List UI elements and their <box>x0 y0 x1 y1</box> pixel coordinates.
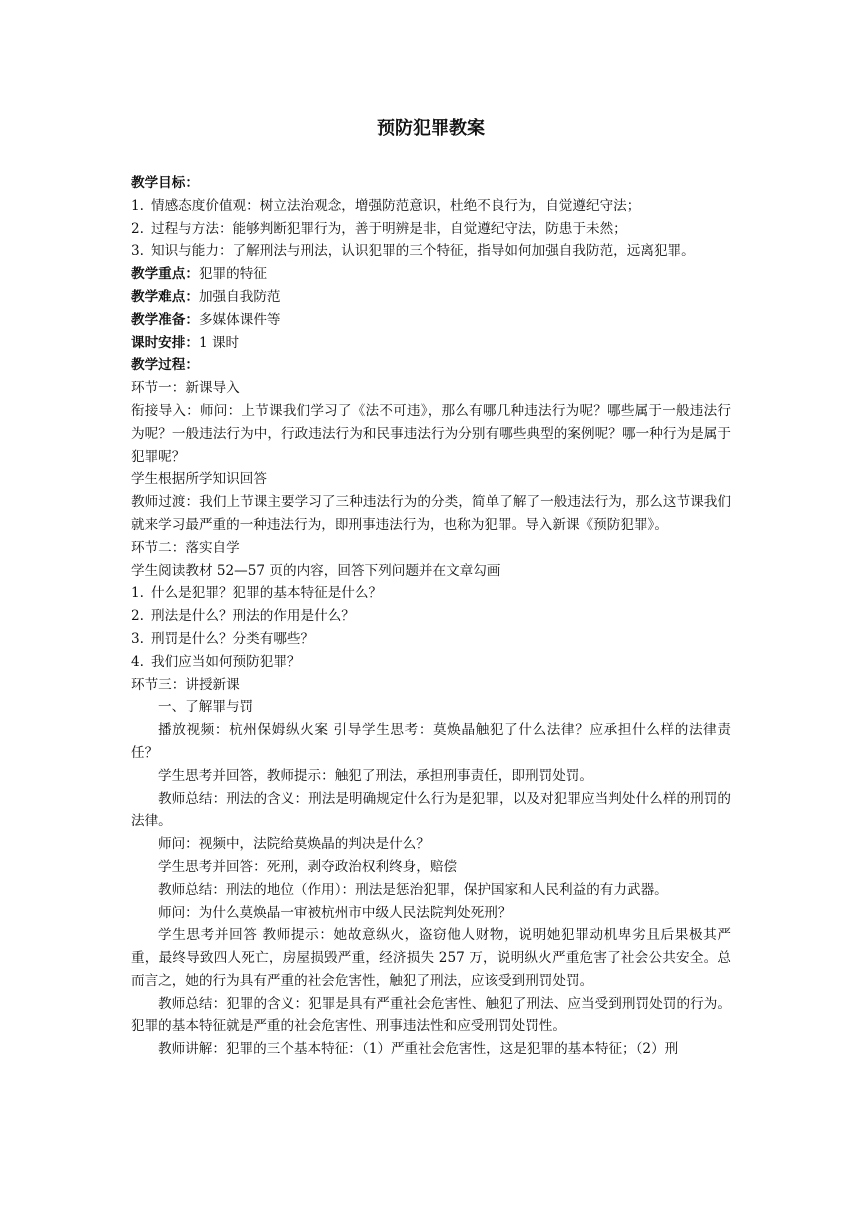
question-item <box>131 582 731 605</box>
paragraph: 教师总结：犯罪的含义：犯罪是具有严重社会危害性、触犯了刑法、应当受到刑罚处罚的行为。犯罪的基本特征就是严重的社会危害性、刑事违法性和应受刑罚处罚性。 <box>131 995 731 1035</box>
section3-heading: 环节三：讲授新课 <box>131 676 240 693</box>
objective-text: 知识与能力：了解刑法与刑法，认识犯罪的三个特征，指导如何加强自我防范，远离犯罪。 <box>151 243 695 260</box>
list-number: 4. <box>131 653 144 670</box>
list-number: 1. <box>131 585 144 602</box>
question-item <box>131 628 731 651</box>
objective-item <box>131 195 731 218</box>
meta-label: 教学难点： <box>131 288 199 305</box>
question-text: 刑罚是什么？分类有哪些？ <box>151 630 315 647</box>
meta-value: 加强自我防范 <box>198 288 281 305</box>
section2-heading: 环节二：落实自学 <box>131 539 240 556</box>
list-number: 3. <box>131 630 144 647</box>
objective-text: 情感态度价值观：树立法治观念，增强防范意识，杜绝不良行为，自觉遵纪守法； <box>151 197 641 214</box>
meta-value: 多媒体课件等 <box>198 311 281 328</box>
meta-schedule <box>131 332 731 355</box>
section1-heading: 环节一：新课导入 <box>131 380 240 397</box>
paragraph: 学生阅读教材 52—57 页的内容，回答下列问题并在文章勾画 <box>131 562 501 579</box>
paragraph: 师问：为什么莫焕晶一审被杭州市中级人民法院判处死刑？ <box>158 904 512 921</box>
paragraph: 教师讲解：犯罪的三个基本特征：（1）严重社会危害性，这是犯罪的基本特征；（2）刑 <box>158 1041 679 1058</box>
list-number: 2. <box>131 608 144 625</box>
meta-label: 教学重点： <box>131 266 199 283</box>
objective-item <box>131 218 731 241</box>
paragraph: 学生思考并回答：死刑，剥夺政治权利终身，赔偿 <box>158 858 458 875</box>
meta-key-point <box>131 263 731 286</box>
objective-item <box>131 240 731 263</box>
meta-label: 教学准备： <box>131 311 199 328</box>
paragraph: 衔接导入：师问：上节课我们学习了《法不可违》，那么有哪几种违法行为呢？哪些属于一般违法行为呢？一般违法行为中，行政违法行为和民事违法行为分别有哪些典型的案例呢？哪一种行为是属于犯罪呢？ <box>131 402 731 465</box>
paragraph: 教师过渡：我们上节课主要学习了三种违法行为的分类，简单了解了一般违法行为，那么这节课我们就来学习最严重的一种违法行为，即刑事违法行为，也称为犯罪。导入新课《预防犯罪》。 <box>131 494 731 533</box>
meta-label: 课时安排： <box>131 334 199 351</box>
question-text: 什么是犯罪？犯罪的基本特征是什么？ <box>151 585 383 602</box>
meta-value: 犯罪的特征 <box>198 266 267 283</box>
paragraph: 学生思考并回答 教师提示：她故意纵火，盗窃他人财物，说明她犯罪动机卑劣且后果极其严重，最终导致四人死亡，房屋损毁严重，经济损失 257 万，说明纵火严重危害了社会公共安全。总而言之，她的行为具有严重的社会危害性，触犯了刑法，应该受到刑罚处罚。 <box>131 927 731 989</box>
objective-text: 过程与方法：能够判断犯罪行为，善于明辨是非，自觉遵纪守法，防患于未然； <box>151 220 627 237</box>
question-item <box>131 605 731 628</box>
list-number: 3. <box>131 243 144 260</box>
paragraph: 播放视频：杭州保姆纵火案 引导学生思考：莫焕晶触犯了什么法律？应承担什么样的法律责任？ <box>131 722 731 761</box>
paragraph: 师问：视频中，法院给莫焕晶的判决是什么？ <box>158 836 430 853</box>
paragraph: 学生思考并回答，教师提示：触犯了刑法，承担刑事责任，即刑罚处罚。 <box>158 767 593 784</box>
document-body <box>131 172 731 1061</box>
meta-difficulty <box>131 286 731 309</box>
paragraph: 教师总结：刑法的地位（作用）：刑法是惩治犯罪，保护国家和人民利益的有力武器。 <box>158 881 668 898</box>
list-number: 1. <box>131 197 144 214</box>
objectives-heading: 教学目标： <box>131 175 199 191</box>
list-number: 2. <box>131 220 144 237</box>
paragraph: 教师总结：刑法的含义：刑法是明确规定什么行为是犯罪，以及对犯罪应当判处什么样的刑罚的法律。 <box>131 790 731 830</box>
meta-preparation <box>131 309 731 332</box>
meta-value: 1 课时 <box>198 334 240 351</box>
paragraph: 一、了解罪与罚 <box>158 699 254 716</box>
document-title: 预防犯罪教案 <box>377 118 485 139</box>
process-heading: 教学过程： <box>131 357 199 374</box>
question-item <box>131 651 731 674</box>
question-text: 我们应当如何预防犯罪？ <box>151 653 301 670</box>
question-text: 刑法是什么？刑法的作用是什么？ <box>151 608 355 625</box>
paragraph: 学生根据所学知识回答 <box>131 471 267 488</box>
